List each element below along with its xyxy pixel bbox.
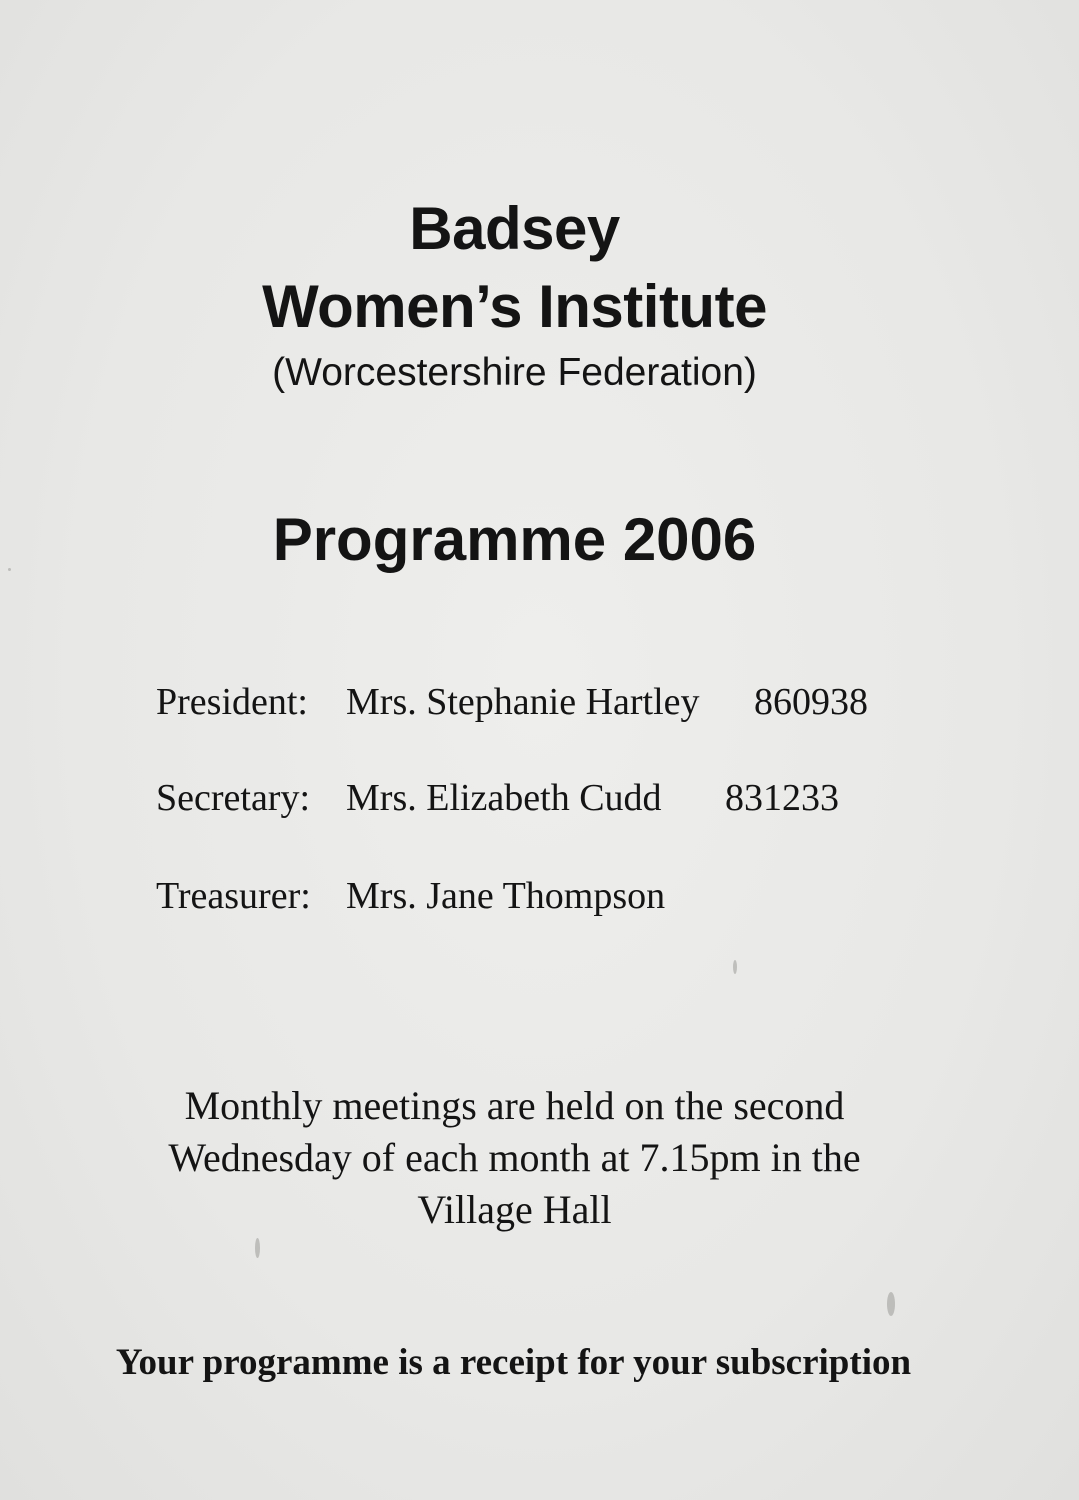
receipt-note: Your programme is a receipt for your subscription	[115, 1342, 912, 1383]
officer-role: Secretary:	[156, 777, 311, 819]
officer-phone: 860938	[754, 681, 868, 723]
officer-phone: 831233	[725, 777, 839, 819]
paper-speck	[8, 568, 11, 571]
meeting-info-line-2: Wednesday of each month at 7.15pm in the	[168, 1135, 861, 1180]
officer-role: Treasurer:	[156, 875, 311, 917]
federation-subtitle: (Worcestershire Federation)	[272, 351, 757, 394]
org-name-line-2: Women’s Institute	[262, 273, 767, 340]
meeting-info-line-1: Monthly meetings are held on the second	[184, 1083, 845, 1128]
officer-name: Mrs. Jane Thompson	[346, 875, 666, 917]
officer-name: Mrs. Elizabeth Cudd	[346, 777, 662, 819]
meeting-info-line-3: Village Hall	[417, 1187, 612, 1232]
officer-role: President:	[156, 681, 308, 723]
programme-title: Programme 2006	[272, 506, 757, 573]
paper-speck	[255, 1238, 260, 1258]
paper-speck	[887, 1292, 895, 1316]
paper-speck	[733, 960, 737, 974]
org-name-line-1: Badsey	[409, 195, 620, 262]
officer-name: Mrs. Stephanie Hartley	[346, 681, 700, 723]
